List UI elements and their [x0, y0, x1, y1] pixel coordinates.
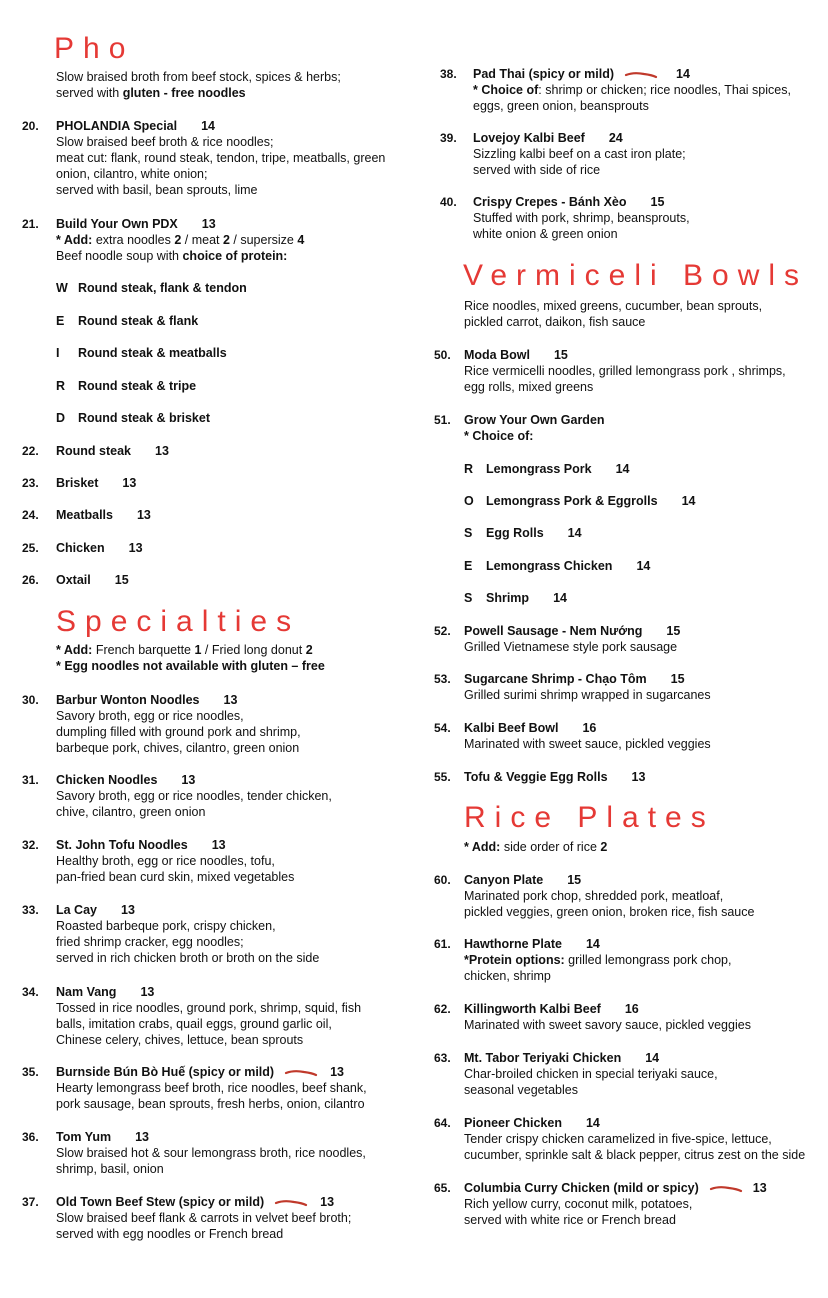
item-desc: served with white rice or French bread [464, 1213, 676, 1227]
item-name: Brisket [56, 476, 99, 490]
item-price: 14 [585, 937, 600, 951]
item-number: 30. [22, 693, 39, 707]
item-desc: Slow braised beef flank & carrots in velvet beef broth; [56, 1211, 352, 1225]
item-price: 24 [608, 131, 623, 145]
item-desc: seasonal vegetables [464, 1083, 578, 1097]
item-name: Meatballs [56, 508, 113, 522]
option-code: W [56, 281, 68, 295]
item-desc: Stuffed with pork, shrimp, beansprouts, [473, 211, 690, 225]
add-label: * Add: [464, 840, 501, 854]
intro-line: Rice noodles, mixed greens, cucumber, bean sprouts, [464, 299, 763, 313]
protein-option [56, 313, 198, 329]
item-desc: Savory broth, egg or rice noodles, tender chicken, [56, 789, 332, 803]
add-price: 2 [305, 643, 313, 657]
menu-item-62 [464, 1001, 751, 1033]
item-price: 13 [181, 773, 196, 787]
item-price: 15 [650, 195, 665, 209]
choice-label: * Choice of: [464, 429, 534, 443]
rice-plates-title: Rice Plates [464, 801, 715, 834]
desc-text: Beef noodle soup with [56, 249, 183, 263]
item-desc: Marinated pork chop, shredded pork, meatloaf, [464, 889, 724, 903]
item-desc: fried shrimp cracker, egg noodles; [56, 935, 244, 949]
item-name: Hawthorne Plate [464, 937, 562, 951]
item-desc: Slow braised beef broth & rice noodles; [56, 135, 274, 149]
menu-item-20 [56, 118, 385, 198]
item-desc: Rich yellow curry, coconut milk, potatoes, [464, 1197, 693, 1211]
item-name: Canyon Plate [464, 873, 544, 887]
item-price: 13 [122, 476, 137, 490]
item-desc: pickled veggies, green onion, broken rice, fish sauce [464, 905, 755, 919]
item-desc: Chinese celery, chives, lettuce, bean sprouts [56, 1033, 304, 1047]
item-desc: cucumber, sprinkle salt & black pepper, citrus zest on the side [464, 1148, 806, 1162]
menu-item-32 [56, 837, 294, 885]
item-desc: chive, cilantro, green onion [56, 805, 206, 819]
menu-item-40 [473, 194, 690, 242]
item-number: 26. [22, 573, 39, 587]
item-name: Old Town Beef Stew (spicy or mild) [56, 1195, 265, 1209]
item-desc: shrimp, basil, onion [56, 1162, 164, 1176]
item-name: Tofu & Veggie Egg Rolls [464, 770, 608, 784]
item-price: 13 [631, 770, 646, 784]
item-price: 13 [140, 985, 155, 999]
intro-line: pickled carrot, daikon, fish sauce [464, 315, 646, 329]
item-name: Crispy Crepes - Bánh Xèo [473, 195, 627, 209]
option-code: S [464, 526, 473, 540]
menu-item-51 [464, 412, 605, 444]
pho-intro-line [56, 85, 341, 101]
item-price: 13 [135, 1130, 150, 1144]
options-text: grilled lemongrass pork chop, [564, 953, 732, 967]
item-number: 62. [434, 1002, 451, 1016]
add-price: 2 [174, 233, 182, 247]
item-desc: served in rich chicken broth or broth on the side [56, 951, 320, 965]
item-desc: Char-broiled chicken in special teriyaki sauce, [464, 1067, 718, 1081]
garden-option [464, 493, 695, 509]
garden-option [464, 590, 567, 606]
item-price: 15 [114, 573, 129, 587]
item-name: Lovejoy Kalbi Beef [473, 131, 585, 145]
item-number: 31. [22, 773, 39, 787]
item-name: Kalbi Beef Bowl [464, 721, 559, 735]
item-number: 32. [22, 838, 39, 852]
item-number: 63. [434, 1051, 451, 1065]
chili-pepper-icon [274, 1199, 308, 1207]
item-addons [56, 232, 304, 248]
item-desc: Hearty lemongrass beef broth, rice noodles, beef shank, [56, 1081, 367, 1095]
item-name: Nam Vang [56, 985, 117, 999]
options-label: *Protein options: [464, 953, 565, 967]
option-label: Round steak & flank [78, 314, 199, 328]
menu-item-37 [56, 1194, 351, 1242]
item-number: 35. [22, 1065, 39, 1079]
item-desc: Marinated with sweet sauce, pickled veggies [464, 737, 711, 751]
item-price: 15 [553, 348, 568, 362]
item-number: 55. [434, 770, 451, 784]
item-number: 64. [434, 1116, 451, 1130]
item-desc: dumpling filled with ground pork and shrimp, [56, 725, 301, 739]
choice-text: : shrimp or chicken; rice noodles, Thai spices, [538, 83, 791, 97]
item-name: Killingworth Kalbi Beef [464, 1002, 601, 1016]
item-number: 36. [22, 1130, 39, 1144]
pho-title: Pho [54, 32, 135, 65]
item-number: 25. [22, 541, 39, 555]
item-desc: Rice vermicelli noodles, grilled lemongrass pork , shrimps, [464, 364, 786, 378]
specialties-notes [56, 642, 325, 674]
item-number: 60. [434, 873, 451, 887]
item-desc: barbeque pork, chives, cilantro, green onion [56, 741, 300, 755]
item-price: 13 [121, 903, 135, 917]
item-number: 22. [22, 444, 39, 458]
choice-label: * Choice of [473, 83, 539, 97]
menu-item-36 [56, 1129, 366, 1177]
menu-item-21 [56, 216, 304, 264]
item-number: 37. [22, 1195, 39, 1209]
item-name: Grow Your Own Garden [464, 413, 605, 427]
item-price: 13 [752, 1181, 767, 1195]
item-price: 15 [666, 624, 681, 638]
option-label: Shrimp [486, 591, 530, 605]
option-label: Lemongrass Chicken [486, 559, 613, 573]
item-name: Tom Yum [56, 1130, 112, 1144]
option-label: Lemongrass Pork & Eggrolls [486, 494, 658, 508]
item-desc: Healthy broth, egg or rice noodles, tofu, [56, 854, 275, 868]
item-desc: eggs, green onion, beansprouts [473, 99, 649, 113]
item-name: Chicken Noodles [56, 773, 158, 787]
item-number: 20. [22, 119, 39, 133]
item-number: 40. [440, 195, 457, 209]
item-desc: pork sausage, bean sprouts, fresh herbs, onion, cilantro [56, 1097, 365, 1111]
item-name: Barbur Wonton Noodles [56, 693, 200, 707]
protein-option [56, 280, 247, 296]
item-price: 13 [211, 838, 226, 852]
add-price: 1 [194, 643, 202, 657]
add-price: 2 [222, 233, 230, 247]
item-number: 24. [22, 508, 39, 522]
item-number: 61. [434, 937, 451, 951]
item-price: 13 [136, 508, 151, 522]
item-price: 15 [670, 672, 685, 686]
protein-option [56, 378, 196, 394]
add-price: 4 [297, 233, 305, 247]
chili-pepper-icon [624, 71, 658, 79]
item-number: 50. [434, 348, 451, 362]
option-label: Round steak & brisket [78, 411, 210, 425]
item-desc: Grilled Vietnamese style pork sausage [464, 640, 678, 654]
add-text: / Fried long donut [201, 643, 306, 657]
option-label: Round steak & meatballs [78, 346, 227, 360]
option-label: Round steak, flank & tendon [78, 281, 247, 295]
item-name: Sugarcane Shrimp - Chạo Tôm [464, 672, 647, 686]
item-price: 15 [567, 873, 582, 887]
garden-option [464, 525, 582, 541]
item-price: 14 [585, 1116, 600, 1130]
add-text: extra noodles [92, 233, 175, 247]
option-code: R [464, 462, 474, 476]
option-code: R [56, 379, 66, 393]
item-desc: Tender crispy chicken caramelized in five-spice, lettuce, [464, 1132, 772, 1146]
menu-item-39 [473, 130, 686, 178]
egg-noodle-note: * Egg noodles not available with gluten – free [56, 659, 325, 673]
item-desc: white onion & green onion [473, 227, 618, 241]
add-label: * Add: [56, 643, 93, 657]
pho-intro-line: Slow braised broth from beef stock, spices & herbs; [56, 70, 341, 84]
specialties-add [56, 642, 325, 658]
menu-item-65 [464, 1180, 767, 1228]
menu-item-60 [464, 872, 754, 920]
item-desc: Savory broth, egg or rice noodles, [56, 709, 244, 723]
item-number: 38. [440, 67, 457, 81]
item-desc: Sizzling kalbi beef on a cast iron plate; [473, 147, 686, 161]
item-number: 23. [22, 476, 39, 490]
option-price: 14 [681, 494, 696, 508]
option-label: Egg Rolls [486, 526, 544, 540]
add-label: * Add: [56, 233, 93, 247]
item-price: 16 [582, 721, 597, 735]
menu-item-54 [464, 720, 711, 752]
item-number: 54. [434, 721, 451, 735]
item-desc: served with egg noodles or French bread [56, 1227, 284, 1241]
item-number: 21. [22, 217, 39, 231]
item-price: 14 [645, 1051, 660, 1065]
item-name: La Cay [56, 903, 97, 917]
item-number: 52. [434, 624, 451, 638]
item-name: Pad Thai (spicy or mild) [473, 67, 614, 81]
item-desc: egg rolls, mixed greens [464, 380, 594, 394]
protein-option [56, 345, 227, 361]
item-price: 14 [201, 119, 215, 133]
item-price: 13 [330, 1065, 344, 1079]
item-price: 14 [676, 67, 690, 81]
item-number: 33. [22, 903, 39, 917]
option-code: D [56, 411, 66, 425]
specialties-title: Specialties [56, 605, 301, 638]
rice-add-note [464, 839, 607, 855]
chili-pepper-icon [284, 1069, 318, 1077]
item-desc: Marinated with sweet savory sauce, pickled veggies [464, 1018, 751, 1032]
add-text: side order of rice [500, 840, 601, 854]
item-name: Burnside Bún Bò Huế (spicy or mild) [56, 1065, 275, 1079]
add-text: / supersize [229, 233, 298, 247]
add-text: / meat [181, 233, 223, 247]
item-number: 53. [434, 672, 451, 686]
option-price: 14 [553, 591, 567, 605]
item-number: 39. [440, 131, 457, 145]
option-price: 14 [636, 559, 651, 573]
option-label: Lemongrass Pork [486, 462, 592, 476]
item-price: 13 [155, 444, 169, 458]
item-price: 13 [320, 1195, 335, 1209]
item-price: 16 [624, 1002, 639, 1016]
item-number: 65. [434, 1181, 451, 1195]
item-desc [56, 248, 304, 264]
item-desc: Tossed in rice noodles, ground pork, shrimp, squid, fish [56, 1001, 362, 1015]
garden-option [464, 558, 650, 574]
item-name: Moda Bowl [464, 348, 530, 362]
pho-intro [56, 69, 341, 101]
item-price: 13 [201, 217, 216, 231]
menu-item-61 [464, 936, 731, 984]
menu-item-25 [56, 540, 143, 556]
option-price: 14 [567, 526, 582, 540]
option-code: I [56, 346, 60, 360]
menu-item-35 [56, 1064, 367, 1112]
menu-item-38 [473, 66, 791, 114]
menu-item-26 [56, 572, 129, 588]
option-code: O [464, 494, 474, 508]
pho-intro-text: served with [56, 86, 123, 100]
item-name: Build Your Own PDX [56, 217, 178, 231]
item-name: Mt. Tabor Teriyaki Chicken [464, 1051, 622, 1065]
item-name: PHOLANDIA Special [56, 119, 178, 133]
gluten-free-note: gluten - free noodles [122, 86, 246, 100]
item-name: Round steak [56, 444, 132, 458]
add-text: French barquette [92, 643, 195, 657]
item-name: Columbia Curry Chicken (mild or spicy) [464, 1181, 699, 1195]
item-name: Pioneer Chicken [464, 1116, 562, 1130]
menu-item-63 [464, 1050, 718, 1098]
item-desc: Grilled surimi shrimp wrapped in sugarcanes [464, 688, 711, 702]
item-name: St. John Tofu Noodles [56, 838, 188, 852]
item-number: 51. [434, 413, 451, 427]
option-price: 14 [615, 462, 630, 476]
item-desc: chicken, shrimp [464, 969, 551, 983]
item-desc: served with basil, bean sprouts, lime [56, 183, 258, 197]
item-price: 13 [128, 541, 143, 555]
menu-item-24 [56, 507, 151, 523]
menu-item-22 [56, 443, 169, 459]
item-choice [473, 82, 791, 98]
item-desc: meat cut: flank, round steak, tendon, tripe, meatballs, green [56, 151, 386, 165]
item-name: Powell Sausage - Nem Nướng [464, 624, 643, 638]
menu-item-55 [464, 769, 645, 785]
item-desc: served with side of rice [473, 163, 601, 177]
item-desc: onion, cilantro, white onion; [56, 167, 208, 181]
protein-option [56, 410, 210, 426]
item-options [464, 952, 731, 968]
item-name: Chicken [56, 541, 105, 555]
menu-item-30 [56, 692, 301, 756]
item-desc: balls, imitation crabs, quail eggs, ground garlic oil, [56, 1017, 332, 1031]
chili-pepper-icon [709, 1185, 743, 1193]
menu-item-64 [464, 1115, 805, 1163]
option-code: S [464, 591, 473, 605]
item-price: 13 [223, 693, 238, 707]
item-number: 34. [22, 985, 39, 999]
item-desc: pan-fried bean curd skin, mixed vegetables [56, 870, 295, 884]
item-name: Oxtail [56, 573, 91, 587]
menu-item-34 [56, 984, 361, 1048]
vermicelli-title: Vermiceli Bowls [463, 259, 809, 292]
option-code: E [56, 314, 65, 328]
option-label: Round steak & tripe [78, 379, 197, 393]
vermicelli-intro [464, 298, 762, 330]
garden-option [464, 461, 630, 477]
add-price: 2 [600, 840, 608, 854]
item-desc: Roasted barbeque pork, crispy chicken, [56, 919, 276, 933]
menu-item-53 [464, 671, 711, 703]
menu-item-33 [56, 902, 319, 966]
choice-label: choice of protein: [182, 249, 288, 263]
item-desc: Slow braised hot & sour lemongrass broth, rice noodles, [56, 1146, 366, 1160]
menu-item-52 [464, 623, 680, 655]
menu-item-50 [464, 347, 786, 395]
menu-item-23 [56, 475, 136, 491]
option-code: E [464, 559, 473, 573]
menu-item-31 [56, 772, 332, 820]
